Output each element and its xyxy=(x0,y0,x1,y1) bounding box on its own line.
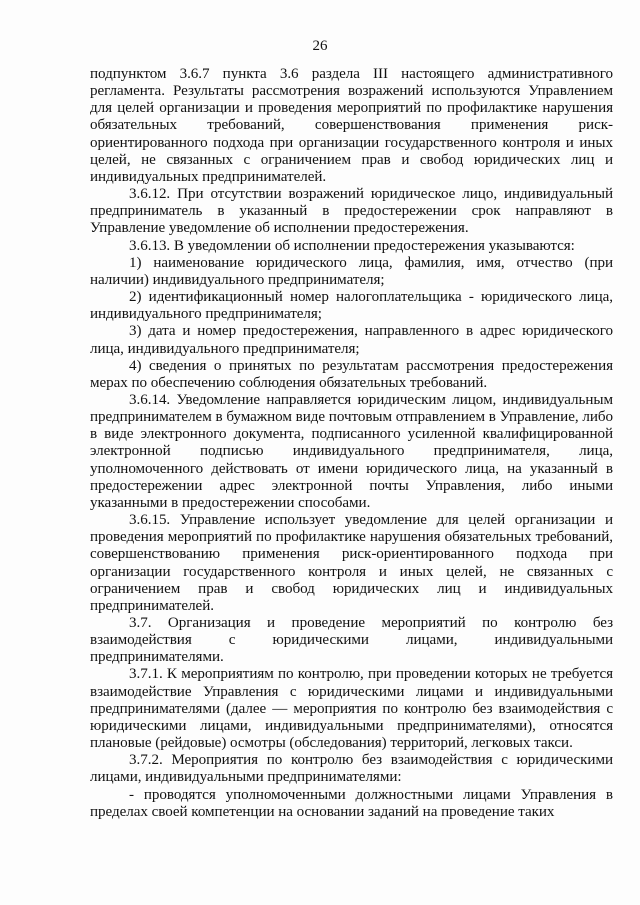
paragraph-3-7-2: 3.7.2. Мероприятия по контролю без взаимодействия с юридическими лицами, индивидуальными предпринимателями: xyxy=(90,752,613,786)
paragraph-3-7-1: 3.7.1. К мероприятиям по контролю, при проведении которых не требуется взаимодействие Управления с юридическими лицами и индивидуальными предпринимателями (далее — мероприятия по контролю без взаимодействия с юридическими лицами, индивидуальными предпринимателями), относятся плановые (рейдовые) осмотры (обследования) территорий, легковых такси. xyxy=(90,666,613,752)
bullet-item-1: - проводятся уполномоченными должностными лицами Управления в пределах своей компетенции на основании заданий на проведение таких xyxy=(90,786,613,820)
list-item-1: 1) наименование юридического лица, фамилия, имя, отчество (при наличии) индивидуального предпринимателя; xyxy=(90,254,613,288)
paragraph-3-6-13: 3.6.13. В уведомлении об исполнении предостережения указываются: xyxy=(129,237,575,254)
list-item-3: 3) дата и номер предостережения, направленного в адрес юридического лица, индивидуального предпринимателя; xyxy=(90,323,613,357)
paragraph-3-6-12: 3.6.12. При отсутствии возражений юридическое лицо, индивидуальный предприниматель в указанный в предостережении срок направляют в Управление уведомление об исполнении предостережения. xyxy=(90,186,613,237)
paragraph-3-6-14: 3.6.14. Уведомление направляется юридическим лицом, индивидуальным предпринимателем в бумажном виде почтовым отправлением в Управление, либо в виде электронного документа, подписанного усиленной квалифицированной электронной подписью индивидуального предпринимателя, лица, уполномоченного действовать от имени юридического лица, на указанный в предостережении адрес электронной почты Управления, либо иными указанными в предостережении способами. xyxy=(90,391,613,511)
document-body xyxy=(90,66,613,821)
list-item-4: 4) сведения о принятых по результатам рассмотрения предостережения мерах по обеспечению соблюдения обязательных требований. xyxy=(90,357,613,391)
list-item-2: 2) идентификационный номер налогоплательщика - юридического лица, индивидуального предпринимателя; xyxy=(90,289,613,323)
paragraph-3-7: 3.7. Организация и проведение мероприятий по контролю без взаимодействия с юридическими лицами, индивидуальными предпринимателями. xyxy=(90,615,613,666)
paragraph-continuation: подпунктом 3.6.7 пункта 3.6 раздела III настоящего административного регламента. Результаты рассмотрения возражений используются Управлением для целей организации и проведения мероприятий по профилактике нарушения обязательных требований, совершенствования применения риск-ориентированного подхода при организации государственного контроля и иных целей, не связанных с ограничением прав и свобод юридических лиц и индивидуальных предпринимателей. xyxy=(90,66,613,185)
page-number: 26 xyxy=(312,38,328,54)
paragraph-3-6-15: 3.6.15. Управление использует уведомление для целей организации и проведения мероприятий по профилактике нарушения обязательных требований, совершенствованию применения риск-ориентированного подхода при организации государственного контроля и иных целей, не связанных с ограничением прав и свобод юридических лиц и индивидуальных предпринимателей. xyxy=(90,512,613,614)
